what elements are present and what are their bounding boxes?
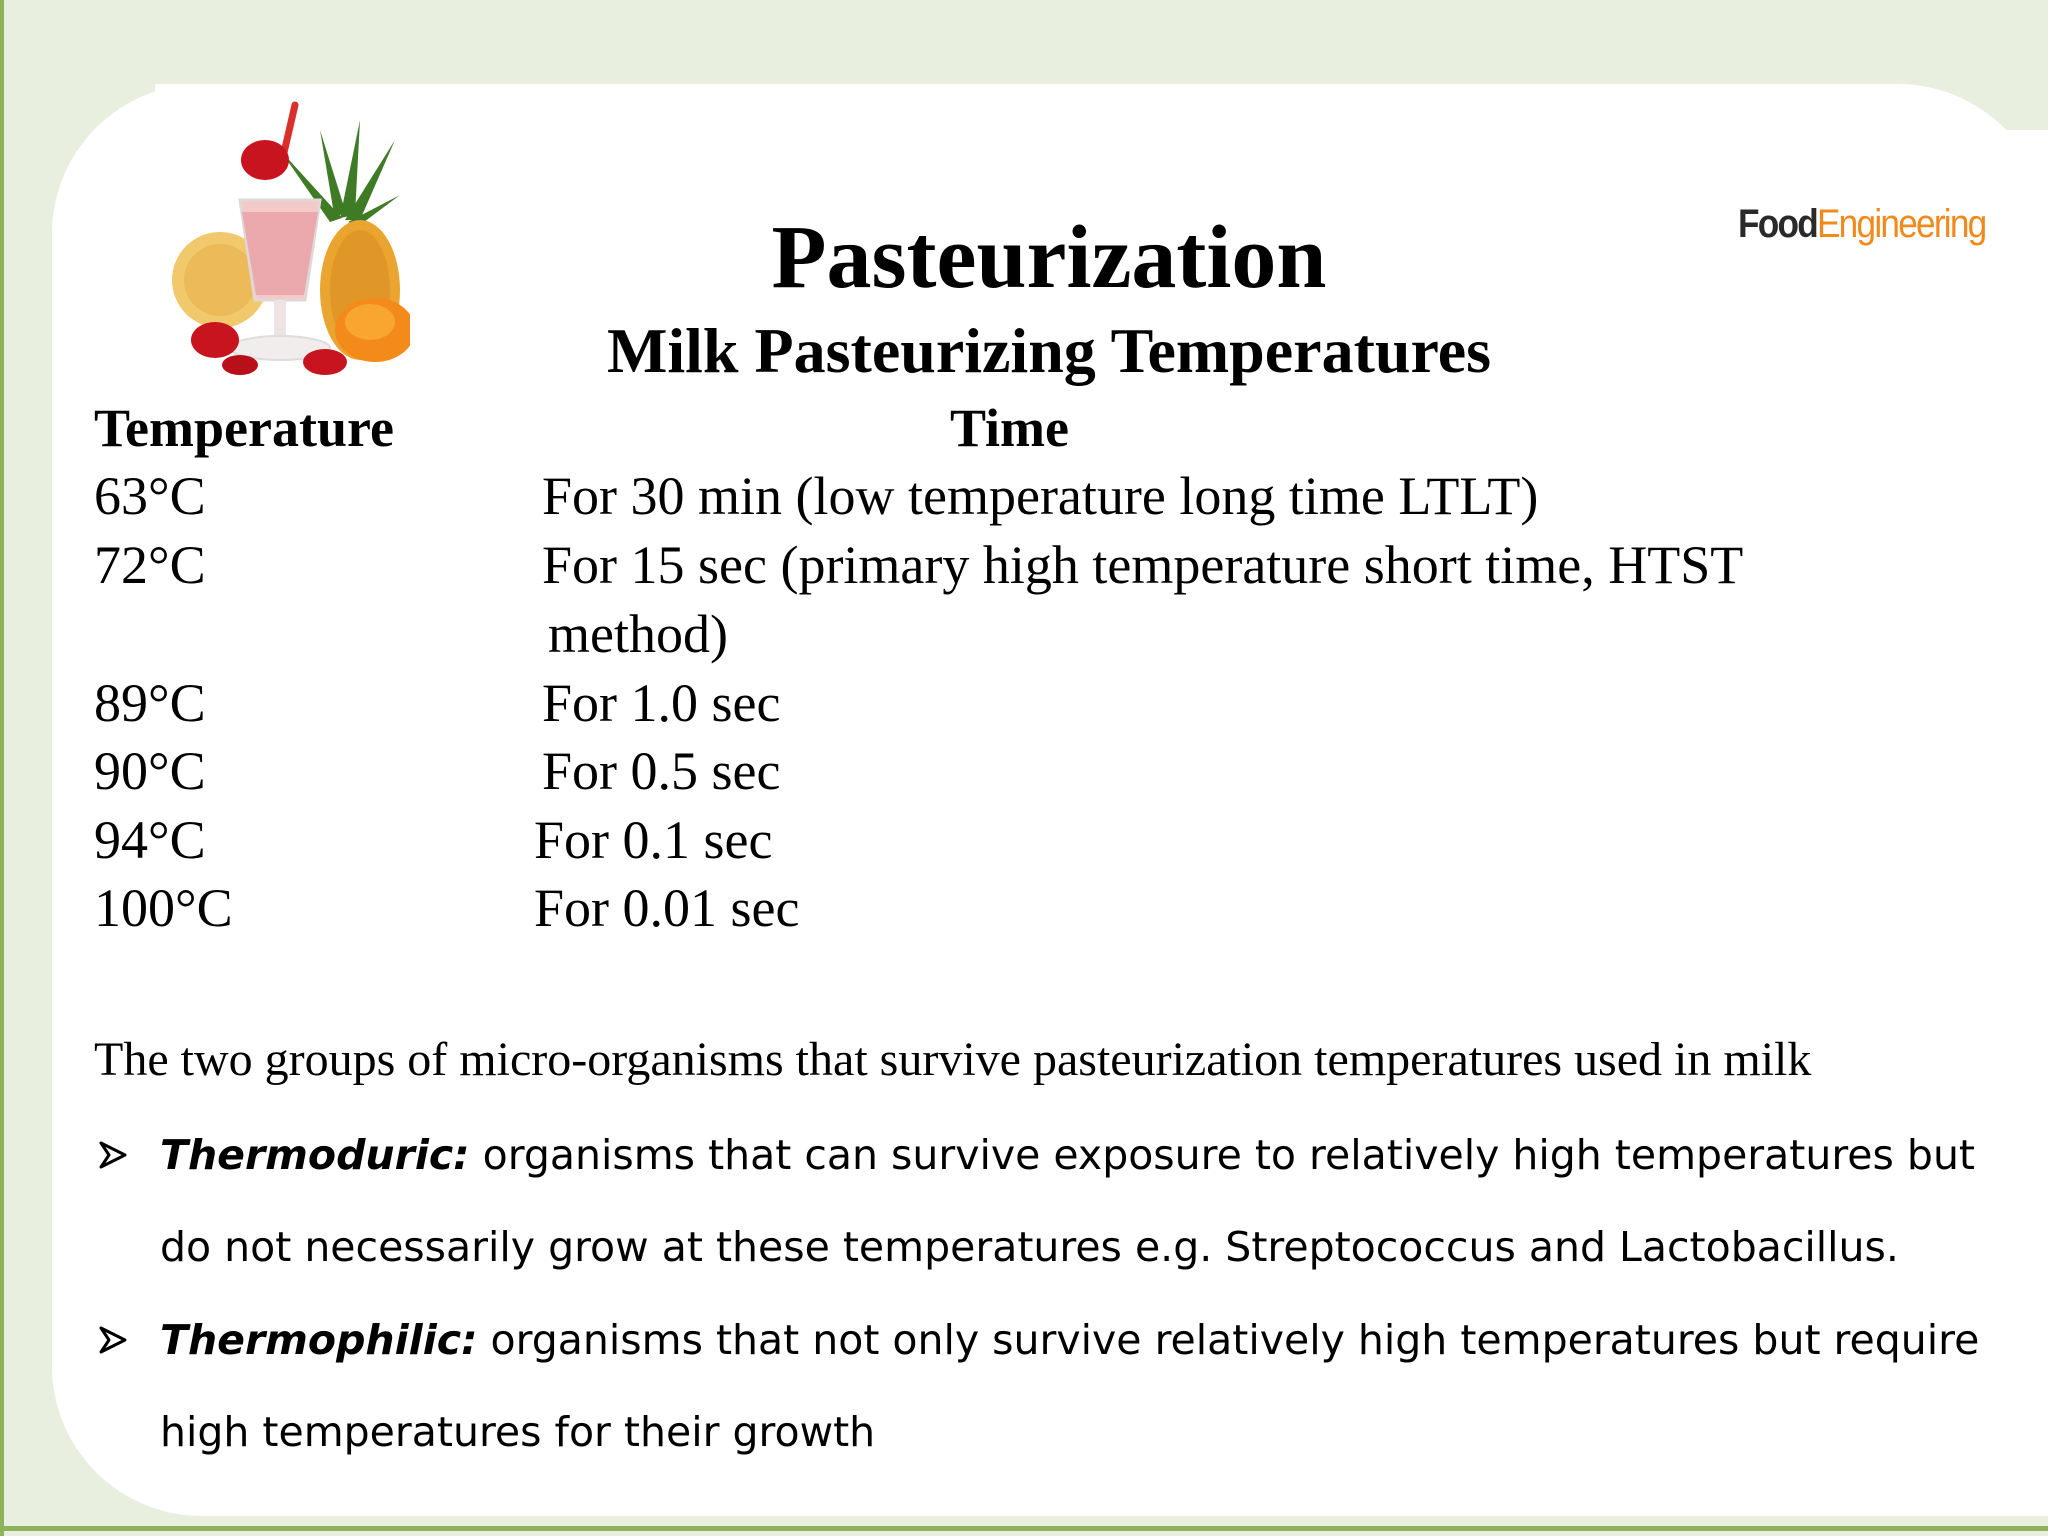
bullet-thermophilic <box>160 1312 1979 1368</box>
temperature-cell: 89°C <box>94 673 206 733</box>
temperature-cell: 63°C <box>94 466 206 526</box>
arrow-bullet-icon <box>98 1140 128 1170</box>
time-cell-continuation: method) <box>548 604 728 664</box>
intro-text: The two groups of micro-organisms that survive pasteurization temperatures used in milk <box>94 1033 1812 1086</box>
frame-bottom-border <box>0 1526 2048 1531</box>
term-thermophilic: Thermophilic: <box>160 1316 478 1364</box>
time-cell: For 1.0 sec <box>542 673 781 733</box>
logo-text-food: Food <box>1738 202 1817 246</box>
logo-text-engineering: Engineering <box>1816 202 1986 246</box>
bullet-text: organisms that not only survive relatively high temperatures but require <box>477 1316 1980 1364</box>
arrow-bullet-icon <box>98 1325 128 1355</box>
temperature-cell: 90°C <box>94 741 206 801</box>
column-header-time: Time <box>950 398 1069 458</box>
temperature-cell: 100°C <box>94 878 233 938</box>
bullet-thermoduric-cont: do not necessarily grow at these temperatures e.g. Streptococcus and Lactobacillus. <box>160 1223 1899 1271</box>
temperature-cell: 94°C <box>94 810 206 870</box>
time-cell: For 0.01 sec <box>534 878 800 938</box>
time-cell: For 15 sec (primary high temperature short time, HTST <box>542 535 1744 595</box>
term-thermoduric: Thermoduric: <box>160 1131 470 1179</box>
time-cell: For 0.1 sec <box>534 810 773 870</box>
bullet-text: organisms that can survive exposure to relatively high temperatures but <box>469 1131 1976 1179</box>
bullet-thermophilic-cont: high temperatures for their growth <box>160 1408 876 1456</box>
slide-title: Pasteurization <box>771 208 1327 307</box>
time-cell: For 0.5 sec <box>542 741 781 801</box>
temperature-cell: 72°C <box>94 535 206 595</box>
slide-subtitle: Milk Pasteurizing Temperatures <box>606 315 1492 386</box>
bullet-thermoduric <box>160 1127 1975 1183</box>
time-cell: For 30 min (low temperature long time LTLT) <box>542 466 1539 526</box>
column-header-temperature: Temperature <box>94 398 394 458</box>
